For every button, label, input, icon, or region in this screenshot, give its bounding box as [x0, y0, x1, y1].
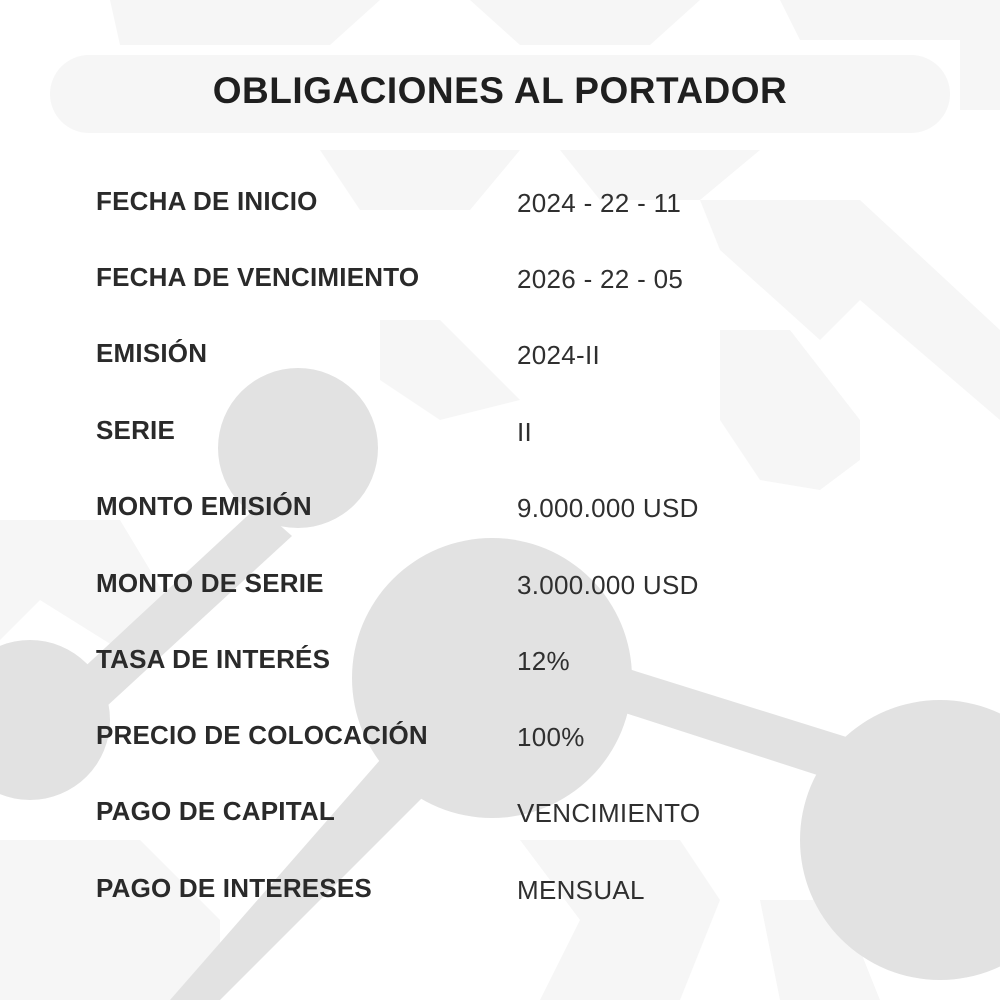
page-title: OBLIGACIONES AL PORTADOR [212, 70, 788, 111]
row-label: PAGO DE INTERESES [96, 873, 372, 903]
row-value: 2024 - 22 - 11 [517, 188, 682, 218]
row-value: 9.000.000 USD [517, 493, 699, 523]
row-value: 100% [517, 722, 585, 752]
row-value: 3.000.000 USD [517, 570, 699, 600]
row-label: SERIE [96, 415, 176, 445]
table-row [0, 644, 1000, 684]
table-row [0, 491, 1000, 531]
row-label: EMISIÓN [96, 338, 208, 368]
table-row [0, 186, 1000, 226]
table-row [0, 568, 1000, 608]
table-row [0, 415, 1000, 455]
row-label: FECHA DE VENCIMIENTO [96, 262, 420, 292]
row-value: 2026 - 22 - 05 [517, 264, 684, 294]
row-value: 2024-II [517, 340, 601, 370]
row-value: II [517, 417, 533, 447]
table-row [0, 873, 1000, 913]
table-row [0, 796, 1000, 836]
row-value: VENCIMIENTO [517, 798, 701, 828]
row-value: MENSUAL [517, 875, 645, 905]
table-row [0, 338, 1000, 378]
row-label: PRECIO DE COLOCACIÓN [96, 720, 428, 750]
row-label: FECHA DE INICIO [96, 186, 318, 216]
table-row [0, 262, 1000, 302]
table-row [0, 720, 1000, 760]
row-label: MONTO EMISIÓN [96, 491, 312, 521]
row-label: TASA DE INTERÉS [96, 644, 331, 674]
row-label: MONTO DE SERIE [96, 568, 324, 598]
row-value: 12% [517, 646, 570, 676]
row-label: PAGO DE CAPITAL [96, 796, 335, 826]
